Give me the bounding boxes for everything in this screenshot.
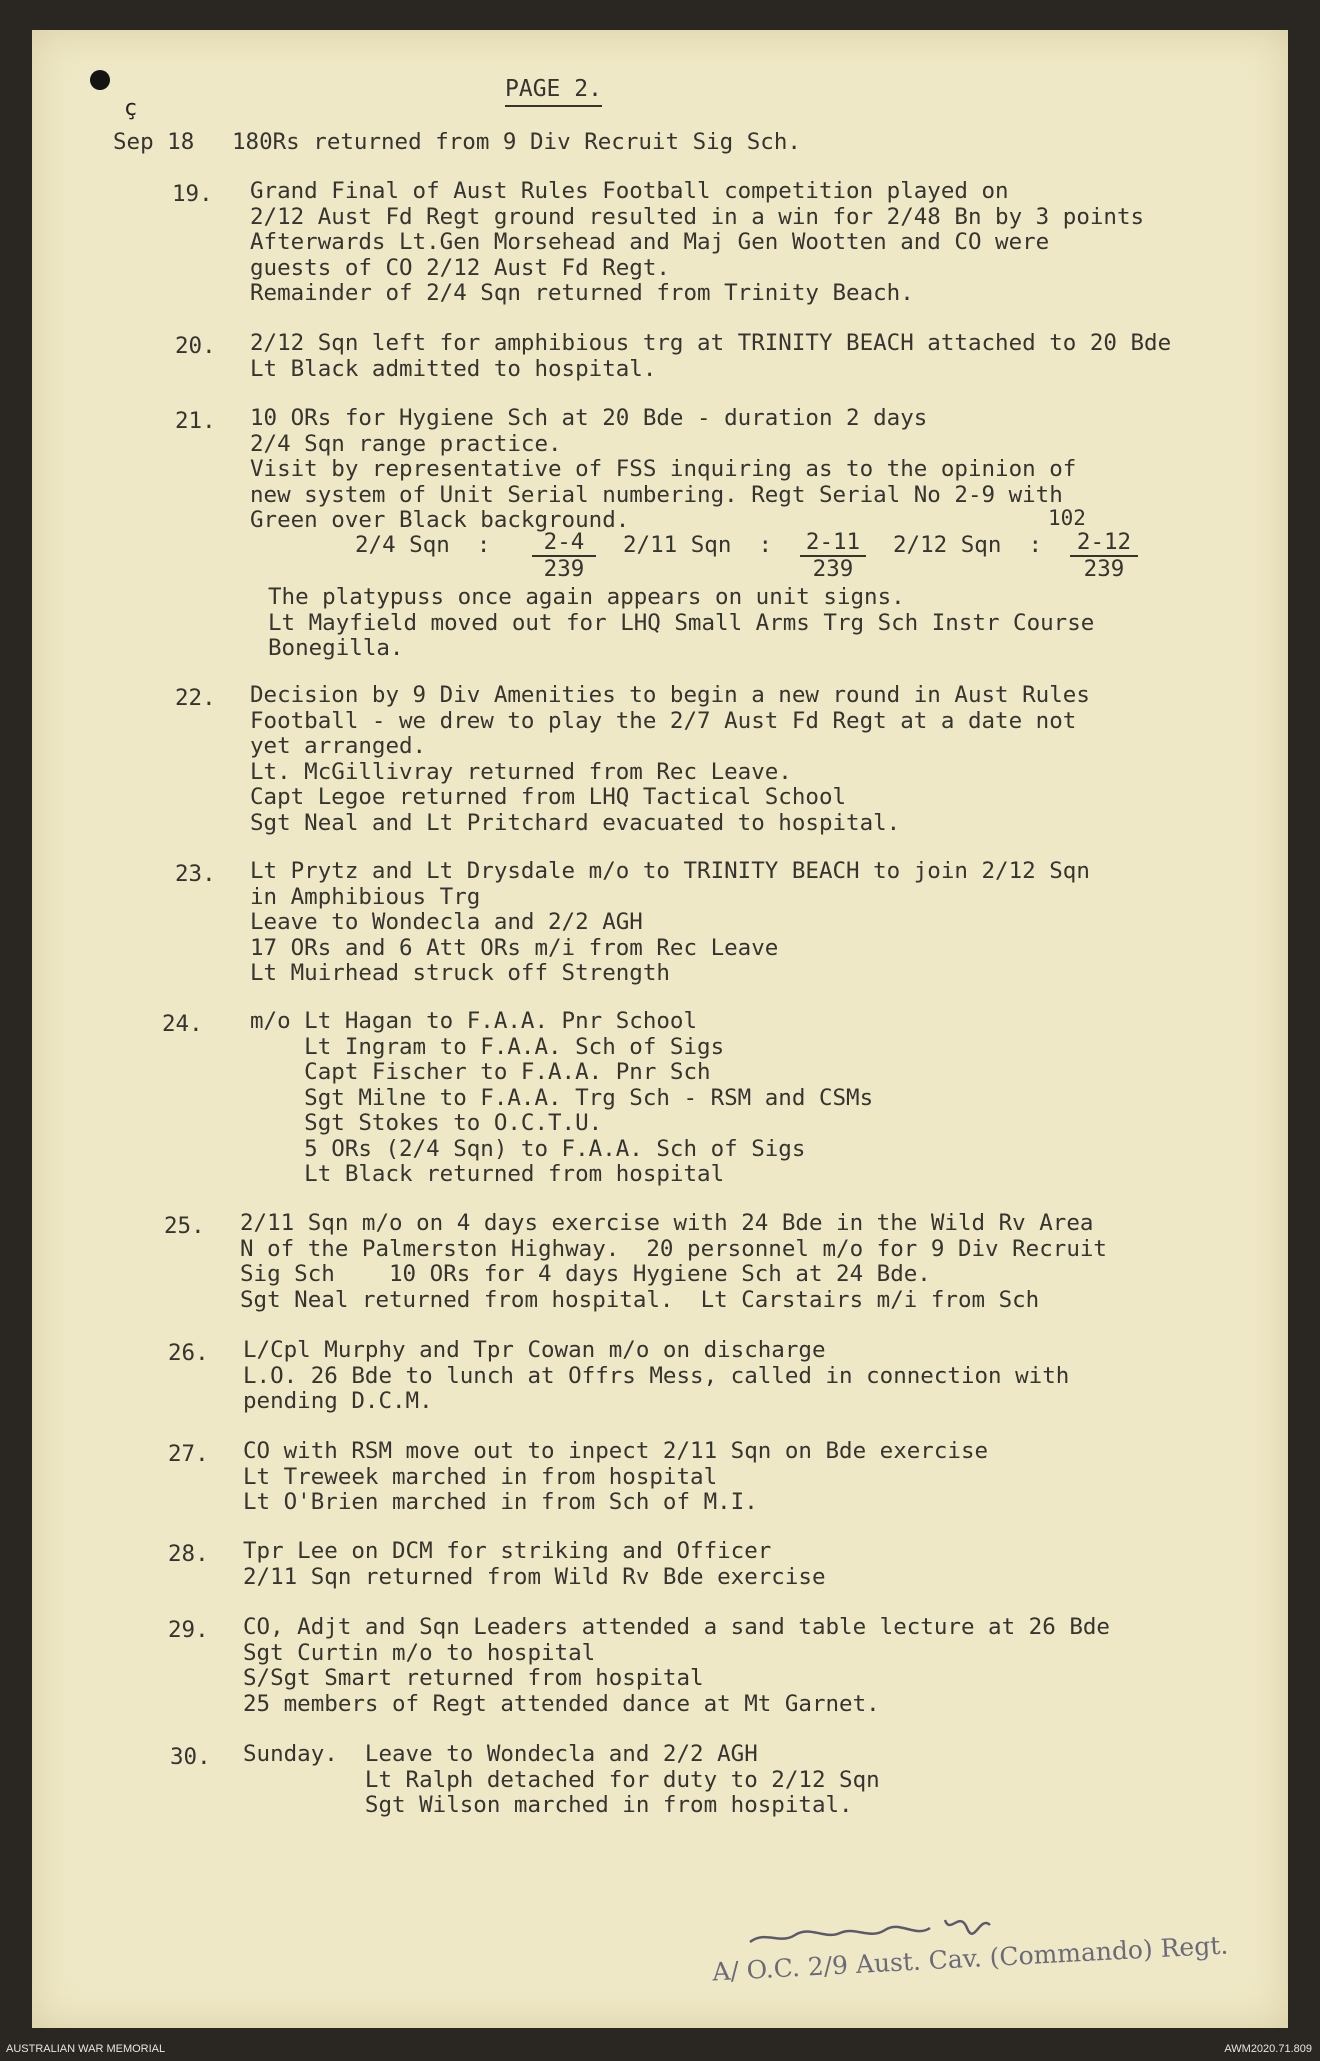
entry-line: Football - we drew to play the 2/7 Aust Fd Regt at a date not xyxy=(250,707,1077,734)
entry-date: Sep 18 xyxy=(113,129,195,155)
serial-label: 2/12 Sqn : xyxy=(893,532,1043,558)
entry-line: Sgt Curtin m/o to hospital xyxy=(243,1639,596,1666)
entry-line: Lt Muirhead struck off Strength xyxy=(250,960,670,986)
entry-line: Capt Legoe returned from LHQ Tactical School xyxy=(250,784,847,810)
entry-line: Lt Treweek marched in from hospital xyxy=(243,1463,718,1490)
entry-line: CO, Adjt and Sqn Leaders attended a sand table lecture at 26 Bde xyxy=(243,1614,1110,1640)
entry-line: 2/11 Sqn returned from Wild Rv Bde exercise xyxy=(243,1563,826,1590)
entry-line: Sgt Milne to F.A.A. Trg Sch - RSM and CSMs xyxy=(250,1084,874,1111)
entry-line: Lt Prytz and Lt Drysdale m/o to TRINITY BEACH to join 2/12 Sqn xyxy=(250,858,1090,884)
entry-line: new system of Unit Serial numbering. Regt Serial No 2-9 with xyxy=(250,481,1063,508)
entry-line: Sgt Wilson marched in from hospital. xyxy=(243,1792,853,1818)
entry-line: Afterwards Lt.Gen Morsehead and Maj Gen Wootten and CO were xyxy=(250,229,1050,255)
entry-line: The platypuss once again appears on unit signs. xyxy=(268,584,905,610)
entry-line: in Amphibious Trg xyxy=(250,883,481,910)
serial-label: 2/4 Sqn : xyxy=(355,532,491,558)
entry-line: 2/12 Sqn left for amphibious trg at TRINITY BEACH attached to 20 Bde xyxy=(250,330,1172,356)
entry-number: 26. xyxy=(168,1340,209,1366)
entry-line: S/Sgt Smart returned from hospital xyxy=(243,1665,704,1691)
serial-label: 2/11 Sqn : xyxy=(623,532,773,558)
entry-line: Remainder of 2/4 Sqn returned from Trinity Beach. xyxy=(250,280,914,306)
entry-line: Lt Ingram to F.A.A. Sch of Sigs xyxy=(250,1033,725,1060)
entry-line: yet arranged. xyxy=(250,733,427,759)
entry-line: Grand Final of Aust Rules Football competition played on xyxy=(250,178,1009,204)
entry-line: m/o Lt Hagan to F.A.A. Pnr School xyxy=(250,1008,698,1034)
entry-line: L/Cpl Murphy and Tpr Cowan m/o on discharge xyxy=(243,1337,826,1363)
entry-line: Tpr Lee on DCM for striking and Officer xyxy=(243,1538,772,1564)
entry-line: Sig Sch 10 ORs for 4 days Hygiene Sch at 24 Bde. xyxy=(240,1261,931,1287)
entry-line: Bonegilla. xyxy=(268,635,404,661)
staple-mark-icon: ç xyxy=(124,96,138,121)
entry-number: 28. xyxy=(168,1541,209,1567)
signature-stamp: A/ O.C. 2/9 Aust. Cav. (Commando) Regt. xyxy=(711,1930,1229,1987)
regt-serial-denominator: 102 xyxy=(1048,506,1086,530)
entry-line: Sgt Neal returned from hospital. Lt Carstairs m/i from Sch xyxy=(240,1286,1040,1313)
entry-line: Capt Fischer to F.A.A. Pnr Sch xyxy=(250,1059,711,1085)
entry-line: 25 members of Regt attended dance at Mt Garnet. xyxy=(243,1690,880,1717)
serial-fraction: $\frac{2-12}{239}$ xyxy=(1070,530,1138,582)
entry-line: Leave to Wondecla and 2/2 AGH xyxy=(250,909,643,935)
entry-line: Lt O'Brien marched in from Sch of M.I. xyxy=(243,1489,758,1515)
entry-line: Sunday. Leave to Wondecla and 2/2 AGH xyxy=(243,1741,758,1767)
entry-line: L.O. 26 Bde to lunch at Offrs Mess, called in connection with xyxy=(243,1362,1070,1389)
entry-line: 2/11 Sqn m/o on 4 days exercise with 24 Bde in the Wild Rv Area xyxy=(240,1210,1094,1236)
entry-line: pending D.C.M. xyxy=(243,1388,433,1414)
entry-line: 5 ORs (2/4 Sqn) to F.A.A. Sch of Sigs xyxy=(250,1135,806,1162)
entry-line: 17 ORs and 6 Att ORs m/i from Rec Leave xyxy=(250,934,779,961)
entry-line: Lt Black returned from hospital xyxy=(250,1161,725,1187)
entry-number: 27. xyxy=(168,1441,209,1467)
footer-reference: AWM2020.71.809 xyxy=(1224,2043,1312,2055)
entry-number: 19. xyxy=(172,181,213,207)
entry-line: Lt Mayfield moved out for LHQ Small Arms Trg Sch Instr Course xyxy=(268,609,1095,636)
entry-line: Green over Black background. xyxy=(250,507,630,533)
serial-fraction: $\frac{2-11}{239}$ xyxy=(800,530,866,582)
entry-line: Lt Black admitted to hospital. xyxy=(250,355,657,382)
entry-number: 22. xyxy=(175,685,216,711)
entry-line: guests of CO 2/12 Aust Fd Regt. xyxy=(250,254,670,281)
serial-fraction: $\frac{2-4}{239}$ xyxy=(532,530,596,582)
entry-line: Decision by 9 Div Amenities to begin a new round in Aust Rules xyxy=(250,682,1090,708)
entry-number: 24. xyxy=(162,1011,203,1037)
entry-line: 2/4 Sqn range practice. xyxy=(250,430,562,457)
entry-number: 21. xyxy=(175,408,216,434)
entry-line: N of the Palmerston Highway. 20 personnel m/o for 9 Div Recruit xyxy=(240,1235,1107,1262)
entry-line: Lt. McGillivray returned from Rec Leave. xyxy=(250,758,792,785)
entry-line: 2/12 Aust Fd Regt ground resulted in a win for 2/48 Bn by 3 points xyxy=(250,203,1145,230)
entry-number: 20. xyxy=(175,333,216,359)
entry-line: Lt Ralph detached for duty to 2/12 Sqn xyxy=(243,1766,880,1793)
entry-number: 29. xyxy=(168,1617,209,1643)
entry-line: Sgt Neal and Lt Pritchard evacuated to hospital. xyxy=(250,809,901,836)
entry-18-text: 180Rs returned from 9 Div Recruit Sig Sch. xyxy=(232,129,801,155)
entry-number: 25. xyxy=(164,1213,205,1239)
page-heading: PAGE 2. xyxy=(505,76,602,107)
entry-number: 23. xyxy=(175,861,216,887)
entry-line: CO with RSM move out to inpect 2/11 Sqn on Bde exercise xyxy=(243,1438,989,1464)
entry-line: Visit by representative of FSS inquiring as to the opinion of xyxy=(250,456,1077,482)
entry-line: 10 ORs for Hygiene Sch at 20 Bde - duration 2 days xyxy=(250,405,928,431)
entry-number: 30. xyxy=(170,1744,211,1770)
footer-source: AUSTRALIAN WAR MEMORIAL xyxy=(6,2043,166,2055)
punch-hole xyxy=(90,70,110,90)
entry-line: Sgt Stokes to O.C.T.U. xyxy=(250,1110,603,1136)
